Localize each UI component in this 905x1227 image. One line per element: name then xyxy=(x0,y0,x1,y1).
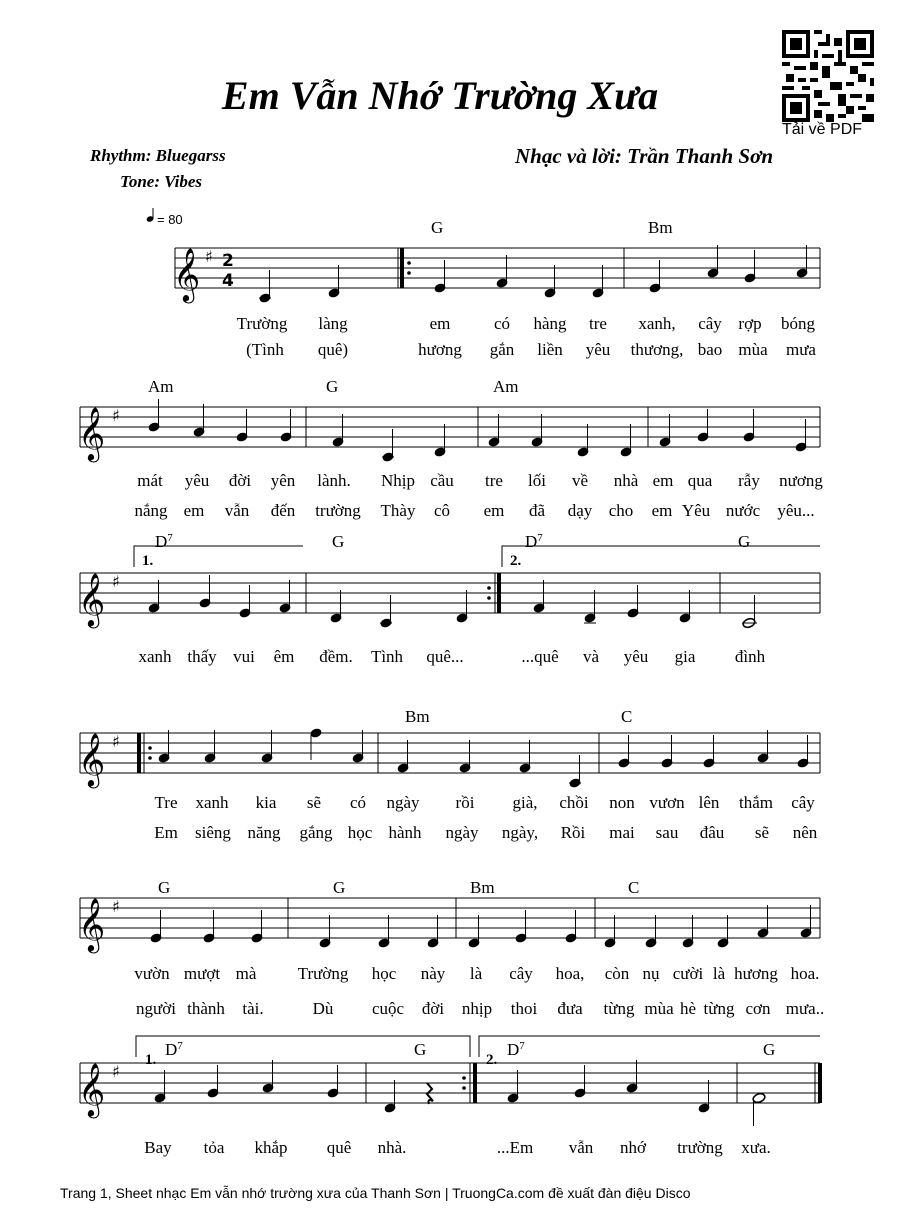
lyric: non xyxy=(609,793,635,812)
lyric: là xyxy=(469,964,483,983)
tempo-marking xyxy=(146,208,183,227)
lyric: cây xyxy=(698,314,722,333)
lyric: có xyxy=(349,793,367,812)
lyric: quê xyxy=(326,1138,352,1157)
chord-symbol: Bm xyxy=(405,707,430,726)
lyric: đâu xyxy=(699,823,725,842)
lyric: qua xyxy=(687,471,713,490)
lyric: mùa xyxy=(738,340,768,359)
key-sharp-icon: ♯ xyxy=(112,1062,120,1081)
lyric: là xyxy=(712,964,726,983)
lyric: xanh xyxy=(138,647,172,666)
lyric: vui xyxy=(233,647,255,666)
chord-symbol: Bm xyxy=(470,878,495,897)
lyric: rẫy xyxy=(738,471,760,490)
lyric: thấy xyxy=(187,647,217,666)
lyric: hương xyxy=(418,340,462,359)
lyric: hoa, xyxy=(555,964,585,983)
lyric: gắn xyxy=(489,340,515,359)
lyric: về xyxy=(571,471,589,490)
lyric: mượt xyxy=(183,964,221,983)
lyric: gia xyxy=(674,647,696,666)
lyric: học xyxy=(347,823,373,842)
lyric: yêu xyxy=(184,471,210,490)
chord-symbol: G xyxy=(332,532,345,551)
lyric: chồi xyxy=(559,793,589,812)
lyric: đời xyxy=(228,471,252,490)
lyric: lên xyxy=(698,793,720,812)
lyric: em xyxy=(429,314,451,333)
chord-symbol: G xyxy=(158,878,171,897)
lyric: vẫn xyxy=(568,1138,594,1157)
second-ending-label: 2. xyxy=(486,1052,498,1068)
key-sharp-icon: ♯ xyxy=(112,732,120,751)
lyric: học xyxy=(371,964,397,983)
lyric: đời xyxy=(421,999,445,1018)
lyric: Tình xyxy=(370,647,404,666)
lyric: thương, xyxy=(630,340,684,359)
lyric: tỏa xyxy=(203,1138,225,1157)
key-sharp-icon: ♯ xyxy=(205,247,213,266)
lyric: êm xyxy=(273,647,295,666)
chord-symbol: G xyxy=(414,1040,427,1059)
tone-label: Tone: Vibes xyxy=(120,172,203,191)
lyric: em xyxy=(651,501,673,520)
lyric: nhà xyxy=(613,471,639,490)
lyric: từng xyxy=(603,999,635,1018)
lyric: nhà. xyxy=(377,1138,407,1157)
lyric: sẽ xyxy=(306,793,322,812)
lyric: yên xyxy=(270,471,296,490)
lyric: làng xyxy=(318,314,348,333)
lyric: kia xyxy=(255,793,277,812)
lyric: Rồi xyxy=(560,823,586,842)
lyric: Yêu xyxy=(681,501,711,520)
lyric: nụ xyxy=(642,964,660,983)
lyric: Thày xyxy=(380,501,416,520)
lyric: cô xyxy=(433,501,451,520)
lyric: Trường xyxy=(297,964,349,983)
lyric: cầu xyxy=(430,471,454,490)
treble-clef-icon: 𝄞 xyxy=(78,897,106,951)
lyric: lành. xyxy=(317,471,351,490)
lyric: sau xyxy=(655,823,679,842)
lyric: yêu... xyxy=(777,501,815,520)
lyric: nương xyxy=(779,471,823,490)
lyric: thoi xyxy=(510,999,538,1018)
lyric: thắm xyxy=(739,793,773,812)
second-ending-bracket xyxy=(502,546,820,567)
staff-system-2 xyxy=(78,377,823,520)
treble-clef-icon: 𝄞 xyxy=(173,247,201,301)
lyric: lối xyxy=(528,471,546,490)
lyric: mà xyxy=(235,964,257,983)
treble-clef-icon: 𝄞 xyxy=(78,732,106,786)
song-title: Em Vẫn Nhớ Trường Xưa xyxy=(221,73,659,118)
lyric: đềm. xyxy=(319,647,353,666)
lyric: Dù xyxy=(312,999,334,1018)
lyric: xưa. xyxy=(741,1138,771,1157)
lyric: già, xyxy=(512,793,538,812)
lyric: mùa xyxy=(644,999,674,1018)
lyric: mai xyxy=(609,823,635,842)
chord-symbol: G xyxy=(431,218,444,237)
lyric: này xyxy=(420,964,446,983)
staff-system-5 xyxy=(78,878,824,1018)
key-sharp-icon: ♯ xyxy=(112,897,120,916)
lyric: mưa xyxy=(786,340,816,359)
lyric: quê) xyxy=(317,340,349,359)
notes xyxy=(158,728,809,788)
lyric: em xyxy=(183,501,205,520)
lyric: dạy xyxy=(567,501,593,520)
chord-symbol: C xyxy=(628,878,640,897)
lyric: hè xyxy=(679,999,697,1018)
lyric: bóng xyxy=(781,314,815,333)
treble-clef-icon: 𝄞 xyxy=(78,406,106,460)
time-sig-top: 2 xyxy=(222,251,234,271)
lyric: đưa xyxy=(557,999,583,1018)
lyric: gắng xyxy=(299,823,333,842)
chord-symbol: G xyxy=(333,878,346,897)
lyric: nước xyxy=(725,501,761,520)
chord-symbol: C xyxy=(621,707,633,726)
lyric: cuộc xyxy=(371,999,405,1018)
lyric: em xyxy=(483,501,505,520)
lyric: ...Em xyxy=(496,1138,534,1157)
lyric: trường xyxy=(677,1138,723,1157)
lyric: cơn xyxy=(745,999,771,1018)
second-ending-label: 2. xyxy=(510,553,522,569)
lyric: hành xyxy=(388,823,422,842)
chord-symbol: $D^7$ xyxy=(165,1040,183,1059)
chord-symbol: $D^7$ xyxy=(155,532,173,551)
lyric: tài. xyxy=(242,999,264,1018)
notes xyxy=(259,245,808,303)
lyric: cười xyxy=(672,964,704,983)
lyric: mát xyxy=(137,471,163,490)
lyric: Em xyxy=(154,823,178,842)
lyric: Bay xyxy=(144,1138,172,1157)
lyric: người xyxy=(136,999,176,1018)
composer-credit: Nhạc và lời: Trần Thanh Sơn xyxy=(515,144,774,168)
lyric: vẫn xyxy=(224,501,250,520)
lyric: hoa. xyxy=(790,964,820,983)
lyric: và xyxy=(582,647,600,666)
lyric: Trường xyxy=(236,314,288,333)
lyric: trường xyxy=(315,501,361,520)
key-sharp-icon: ♯ xyxy=(112,406,120,425)
lyric: nhịp xyxy=(461,999,493,1018)
lyric: đã xyxy=(528,501,546,520)
lyric: thành xyxy=(187,999,225,1018)
chord-symbol: G xyxy=(326,377,339,396)
staff-system-6 xyxy=(78,1036,820,1157)
lyric: sẽ xyxy=(754,823,770,842)
chord-symbol: Am xyxy=(148,377,174,396)
lyric: Tre xyxy=(154,793,178,812)
lyric: còn xyxy=(604,964,630,983)
lyric: tre xyxy=(485,471,503,490)
rhythm-label: Rhythm: Bluegarss xyxy=(90,146,226,165)
notes xyxy=(150,905,812,948)
treble-clef-icon: 𝄞 xyxy=(78,572,106,626)
first-ending-label: 1. xyxy=(142,553,154,569)
lyric: từng xyxy=(703,999,735,1018)
chord-symbol: Am xyxy=(493,377,519,396)
lyric: Nhịp xyxy=(381,471,415,490)
lyric: xanh, xyxy=(638,314,676,333)
lyric: hàng xyxy=(533,314,567,333)
lyric: vươn xyxy=(649,793,685,812)
lyric: hương xyxy=(734,964,778,983)
lyric: liền xyxy=(537,340,563,359)
lyric: rồi xyxy=(455,793,475,812)
lyric: ngày xyxy=(445,823,479,842)
lyric: (Tình xyxy=(246,340,284,359)
lyric: năng xyxy=(247,823,281,842)
lyric: tre xyxy=(589,314,607,333)
download-pdf-link[interactable]: Tải về PDF xyxy=(782,121,863,138)
lyric: đình xyxy=(734,647,766,666)
lyric: em xyxy=(652,471,674,490)
staff-system-1 xyxy=(173,218,820,359)
chord-symbol: Bm xyxy=(648,218,673,237)
lyric: yêu xyxy=(585,340,611,359)
lyric: nên xyxy=(792,823,818,842)
chord-symbol: $D^7$ xyxy=(525,532,543,551)
staff-system-4 xyxy=(78,707,820,842)
lyric: cây xyxy=(509,964,533,983)
page-footer: Trang 1, Sheet nhạc Em vẫn nhớ trường xưa của Thanh Sơn | TruongCa.com đề xuất đàn điệu Disco xyxy=(60,1185,691,1201)
key-sharp-icon: ♯ xyxy=(112,572,120,591)
tempo-text: = 80 xyxy=(157,212,183,227)
lyric: bao xyxy=(697,340,723,359)
lyric: cây xyxy=(791,793,815,812)
lyric: ngày, xyxy=(501,823,539,842)
lyric: đến xyxy=(270,501,296,520)
lyric: mưa.. xyxy=(785,999,825,1018)
lyric: ...quê xyxy=(521,647,559,666)
treble-clef-icon: 𝄞 xyxy=(78,1062,106,1116)
lyric: yêu xyxy=(623,647,649,666)
chord-symbol: $D^7$ xyxy=(507,1040,525,1059)
lyric: vườn xyxy=(134,964,170,983)
lyric: nhớ xyxy=(620,1138,646,1157)
lyric: siêng xyxy=(195,823,231,842)
lyric: xanh xyxy=(195,793,229,812)
lyric: khắp xyxy=(254,1138,288,1157)
first-ending-label: 1. xyxy=(145,1052,157,1068)
time-sig-bottom: 4 xyxy=(222,271,234,291)
staff-system-3 xyxy=(78,532,820,666)
chord-symbol: G xyxy=(763,1040,776,1059)
lyric: nắng xyxy=(134,501,168,520)
lyric: có xyxy=(493,314,511,333)
lyric: cho xyxy=(608,501,634,520)
lyric: ngày xyxy=(386,793,420,812)
chord-symbol: G xyxy=(738,532,751,551)
lyric: rợp xyxy=(738,314,762,333)
lyric: quê... xyxy=(426,647,464,666)
